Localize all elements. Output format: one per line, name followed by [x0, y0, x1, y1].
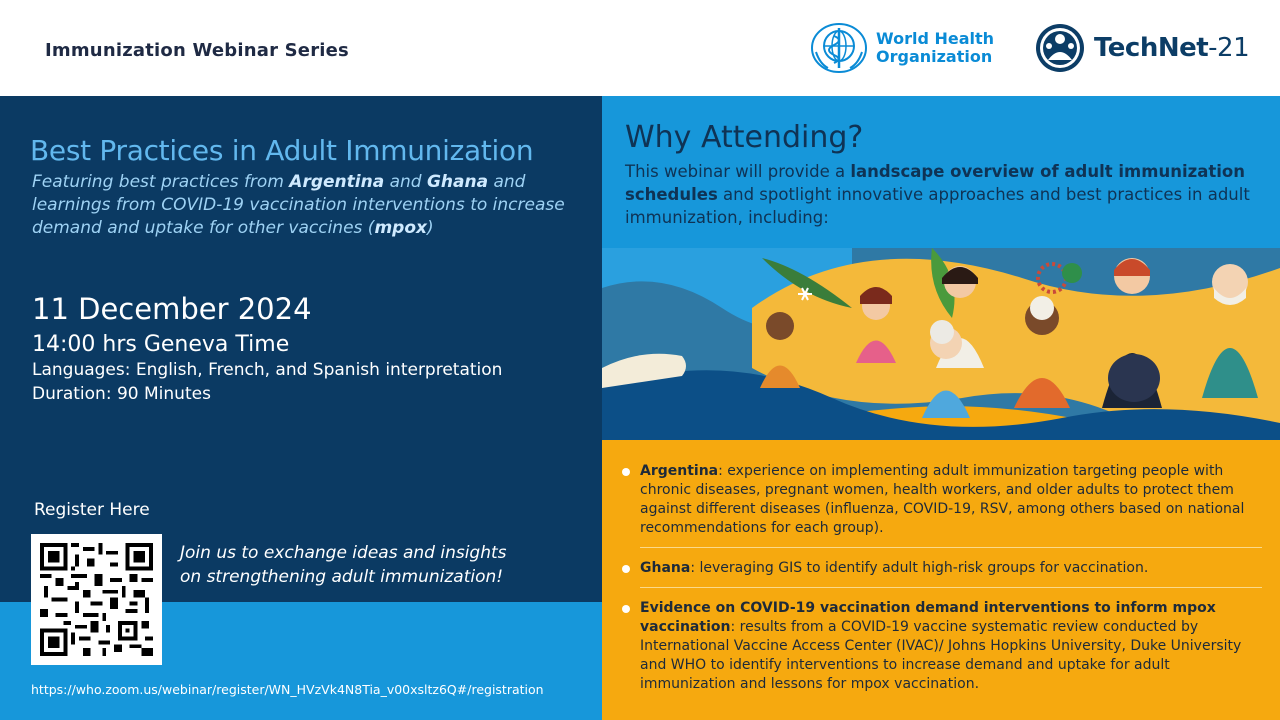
event-subtitle [32, 171, 592, 240]
event-title: Best Practices in Adult Immunization [30, 134, 534, 167]
languages-label: Languages: [32, 360, 136, 380]
topic-argentina-title: Argentina [640, 463, 719, 479]
why-header [602, 96, 1280, 248]
who-name-line1: World Health [876, 29, 995, 48]
event-info-panel [0, 96, 602, 720]
subtitle-part2: and [384, 172, 427, 192]
topic-evidence-text: : results from a COVID-19 vaccine systematic review conducted by International Vaccine Access Center (IVAC)/ Johns Hopkins University, Duke University and WHO to identify interventions to increase demand and uptake for adult immunization and lessons for mpox vaccination. [640, 619, 1242, 692]
registration-qr-code[interactable] [31, 534, 162, 665]
register-label: Register Here [34, 500, 150, 520]
technet-logo [1034, 22, 1249, 74]
subtitle-part4: ) [426, 218, 434, 238]
technet-name: TechNet [1094, 33, 1209, 63]
subtitle-country-argentina: Argentina [289, 172, 385, 192]
event-duration [32, 384, 211, 404]
why-intro-part1: This webinar will provide a [625, 162, 851, 181]
topic-ghana-text: : leveraging GIS to identify adult high-risk groups for vaccination. [690, 560, 1149, 576]
who-name-line2: Organization [876, 47, 993, 66]
who-emblem-icon [810, 22, 868, 74]
header-bar [0, 0, 1280, 96]
join-line-2: on strengthening adult immunization! [180, 567, 504, 587]
topic-evidence [622, 599, 1262, 694]
bullet-dot [622, 565, 630, 573]
duration-label: Duration: [32, 384, 117, 404]
people-illustration [602, 248, 1280, 440]
topic-ghana [622, 559, 1262, 578]
event-time: 14:00 hrs Geneva Time [32, 332, 290, 357]
topic-evidence-title: Evidence on COVID-19 vaccination demand interventions to inform mpox vaccination [640, 600, 1216, 635]
topic-divider [640, 587, 1262, 588]
why-intro-part2: and spotlight innovative approaches and best practices in adult immunization, including: [625, 185, 1250, 227]
community-illustration [602, 248, 1280, 440]
topic-divider [640, 547, 1262, 548]
why-title: Why Attending? [625, 120, 864, 155]
topic-argentina [622, 462, 1262, 538]
subtitle-mpox: mpox [374, 218, 427, 238]
subtitle-part3: and learnings from COVID-19 vaccination interventions to increase demand and uptake for other vaccines ( [32, 172, 565, 238]
bullet-dot [622, 468, 630, 476]
duration-value: 90 Minutes [116, 384, 211, 404]
topic-argentina-text: : experience on implementing adult immunization targeting people with chronic diseases, pregnant women, health workers, and older adults to protect them against different diseases (influenza, COVID-19, RSV, among others based on national recommendations for each group). [640, 463, 1245, 536]
subtitle-country-ghana: Ghana [426, 172, 489, 192]
event-date: 11 December 2024 [32, 292, 312, 326]
event-languages [32, 360, 502, 380]
why-attend-panel [602, 96, 1280, 720]
why-intro-bold: landscape overview of adult immunization schedules [625, 162, 1245, 204]
topics-list [622, 462, 1262, 694]
who-logo [810, 22, 994, 74]
bullet-dot [622, 605, 630, 613]
technet-people-icon [1034, 22, 1086, 74]
registration-link[interactable]: https://who.zoom.us/webinar/register/WN_HVzVk4N8Tia_v00xsltz6Q#/registration [31, 682, 544, 697]
subtitle-part1: Featuring best practices from [32, 172, 290, 192]
languages-value: English, French, and Spanish interpretation [135, 360, 503, 380]
topic-ghana-title: Ghana [640, 560, 691, 576]
join-line-1: Join us to exchange ideas and insights [180, 543, 507, 563]
join-invitation [180, 541, 507, 589]
technet-suffix: -21 [1208, 33, 1250, 63]
why-intro [625, 160, 1265, 229]
qr-code-icon [40, 543, 153, 656]
series-title: Immunization Webinar Series [45, 40, 349, 61]
